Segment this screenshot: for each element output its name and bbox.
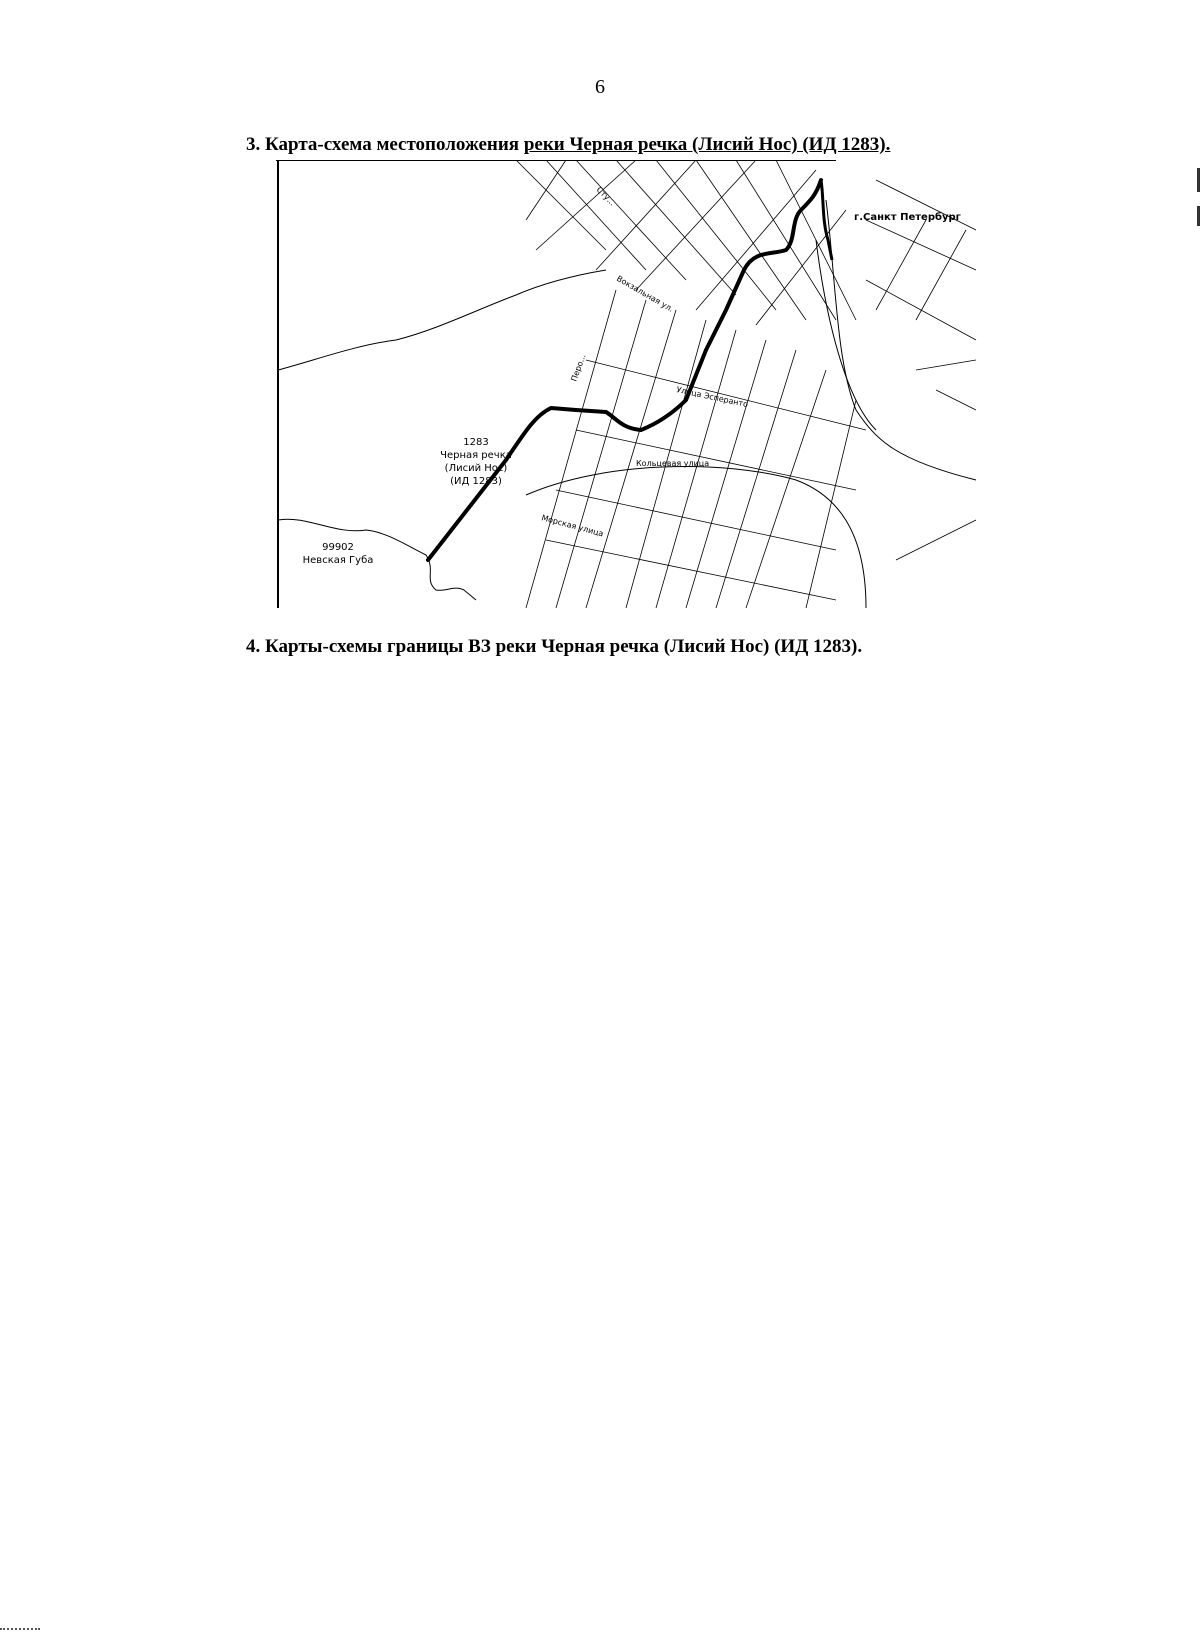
river-label-place: (Лисий Нос) — [444, 463, 508, 474]
gulf-label-id: 99902 — [322, 542, 354, 553]
section-3-heading — [246, 134, 890, 156]
river-label — [440, 437, 512, 487]
street-label-5: Перо... — [569, 352, 588, 383]
street-label-2: Кольцевая улица — [636, 459, 710, 468]
street-grid-center — [526, 290, 866, 608]
street-grid-north — [516, 160, 856, 325]
page-number: 6 — [595, 76, 605, 98]
river-label-name: Черная речка — [440, 450, 512, 461]
river-label-code: (ИД 1283) — [450, 476, 502, 487]
river-label-id: 1283 — [463, 437, 489, 448]
highway-road — [278, 270, 606, 370]
section-4-heading: 4. Карты-схемы границы ВЗ реки Черная речка (Лисий Нос) (ИД 1283). — [246, 636, 863, 657]
street-label-6: Вокзальная ул. — [615, 273, 675, 314]
section-3-title-part2: реки Черная речка (Лисий Нос) (ИД 1283). — [523, 134, 891, 155]
street-grid-east — [866, 180, 976, 560]
east-road-2 — [816, 240, 876, 430]
city-label: г.Санкт Петербург — [854, 212, 961, 223]
scan-bottom-mark — [0, 1628, 40, 1634]
street-label-4: Морская улица — [540, 513, 605, 539]
location-map — [276, 160, 1024, 608]
east-road — [826, 200, 976, 480]
section-3-prefix: 3. — [246, 134, 265, 155]
section-3-title-part1: Карта-схема местоположения — [265, 134, 524, 155]
street-label-1: Сту... — [594, 185, 617, 208]
street-label-3: Улица Эсперанто — [675, 385, 749, 410]
river-branch — [821, 180, 832, 260]
gulf-label-name: Невская Губа — [302, 555, 374, 566]
gulf-label — [303, 542, 374, 566]
